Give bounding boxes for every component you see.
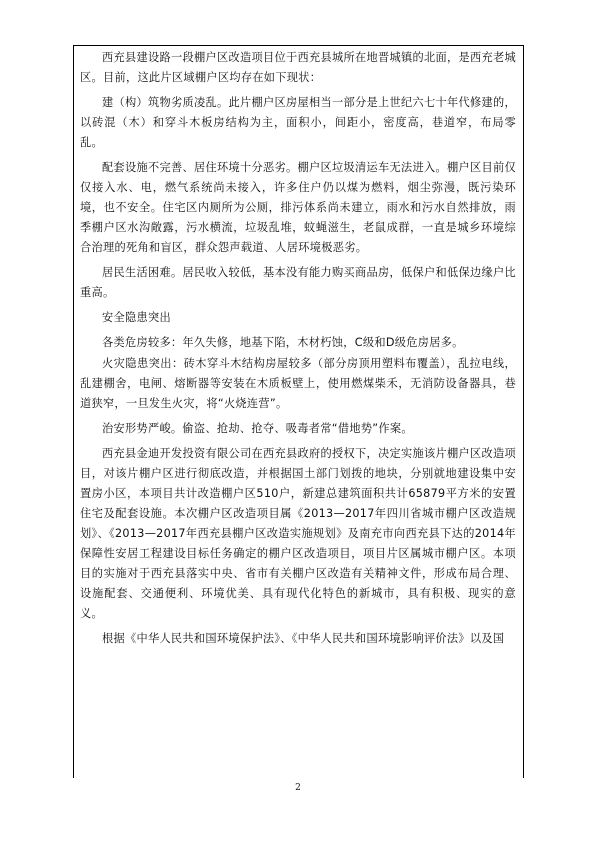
paragraph-buildings: 建（构）筑物劣质凌乱。此片棚户区房屋相当一部分是上世纪六七十年代修建的，以砖混（木）和穿斗木板房结构为主，面积小，间距小，密度高，巷道窄，布局零乱。 — [80, 96, 516, 149]
document-body — [80, 48, 516, 654]
paragraph-public-security: 治安形势严峻。偷盗、抢劫、抢夺、吸毒者常“借地势”作案。 — [102, 422, 413, 435]
paragraph-legal-basis: 根据《中华人民共和国环境保护法》、《中华人民共和国环境影响评价法》以及国 — [102, 632, 505, 645]
page-number: 2 — [295, 783, 301, 793]
heading-safety: 安全隐患突出 — [102, 311, 171, 324]
paragraph-fire-hazard: 火灾隐患突出：砖木穿斗木结构房屋较多（部分房顶用塑料布覆盖），乱拉电线，乱建棚舍，电闸、熔断器等安装在木质板壁上，使用燃煤柴禾，无消防设备器具，巷道狭窄，一旦发生火灾，将“火烧连营”。 — [80, 357, 516, 410]
paragraph-residents: 居民生活困难。居民收入较低，基本没有能力购买商品房，低保户和低保边缘户比重高。 — [80, 266, 516, 299]
paragraph-dangerous-houses: 各类危房较多：年久失修，地基下陷，木材朽蚀，C级和D级危房居多。 — [102, 336, 464, 349]
paragraph-project: 西充县金迪开发投资有限公司在西充县政府的授权下，决定实施该片棚户区改造项目，对该片棚户区进行彻底改造，并根据国土部门划拨的地块，分别就地建设集中安置房小区，本项目共计改造棚户区510户，新建总建筑面积共计65879平方米的安置住宅及配套设施。本次棚户区改造项目属《2013—2017年四川省城市棚户区改造规划》、《2013—2017年西充县棚户区改造实施规划》及南充市向西充县下达的2014年保障性安居工程建设目标任务确定的棚户区改造项目，项目片区属城市棚户区。本项目的实施对于西充县落实中央、省市有关棚户区改造有关精神文件，形成布局合理、设施配套、交通便利、环境优美、具有现代化特色的新城市，具有积极、现实的意义。 — [80, 447, 516, 620]
paragraph-intro: 西充县建设路一段棚户区改造项目位于西充县城所在地晋城镇的北面，是西充老城区。目前，这此片区域棚户区均存在如下现状： — [80, 51, 516, 84]
paragraph-facilities: 配套设施不完善、居住环境十分恶劣。棚户区垃圾清运车无法进入。棚户区目前仅仅接入水、电，燃气系统尚未接入，许多住户仍以煤为燃料，烟尘弥漫，既污染环境，也不安全。住宅区内厕所为公厕，排污体系尚未建立，雨水和污水自然排放，雨季棚户区水沟敞露，污水横流，垃圾乱堆，蚊蝇滋生，老鼠成群，一直是城乡环境综合治理的死角和盲区，群众怨声载道、人居环境极恶劣。 — [80, 161, 516, 254]
